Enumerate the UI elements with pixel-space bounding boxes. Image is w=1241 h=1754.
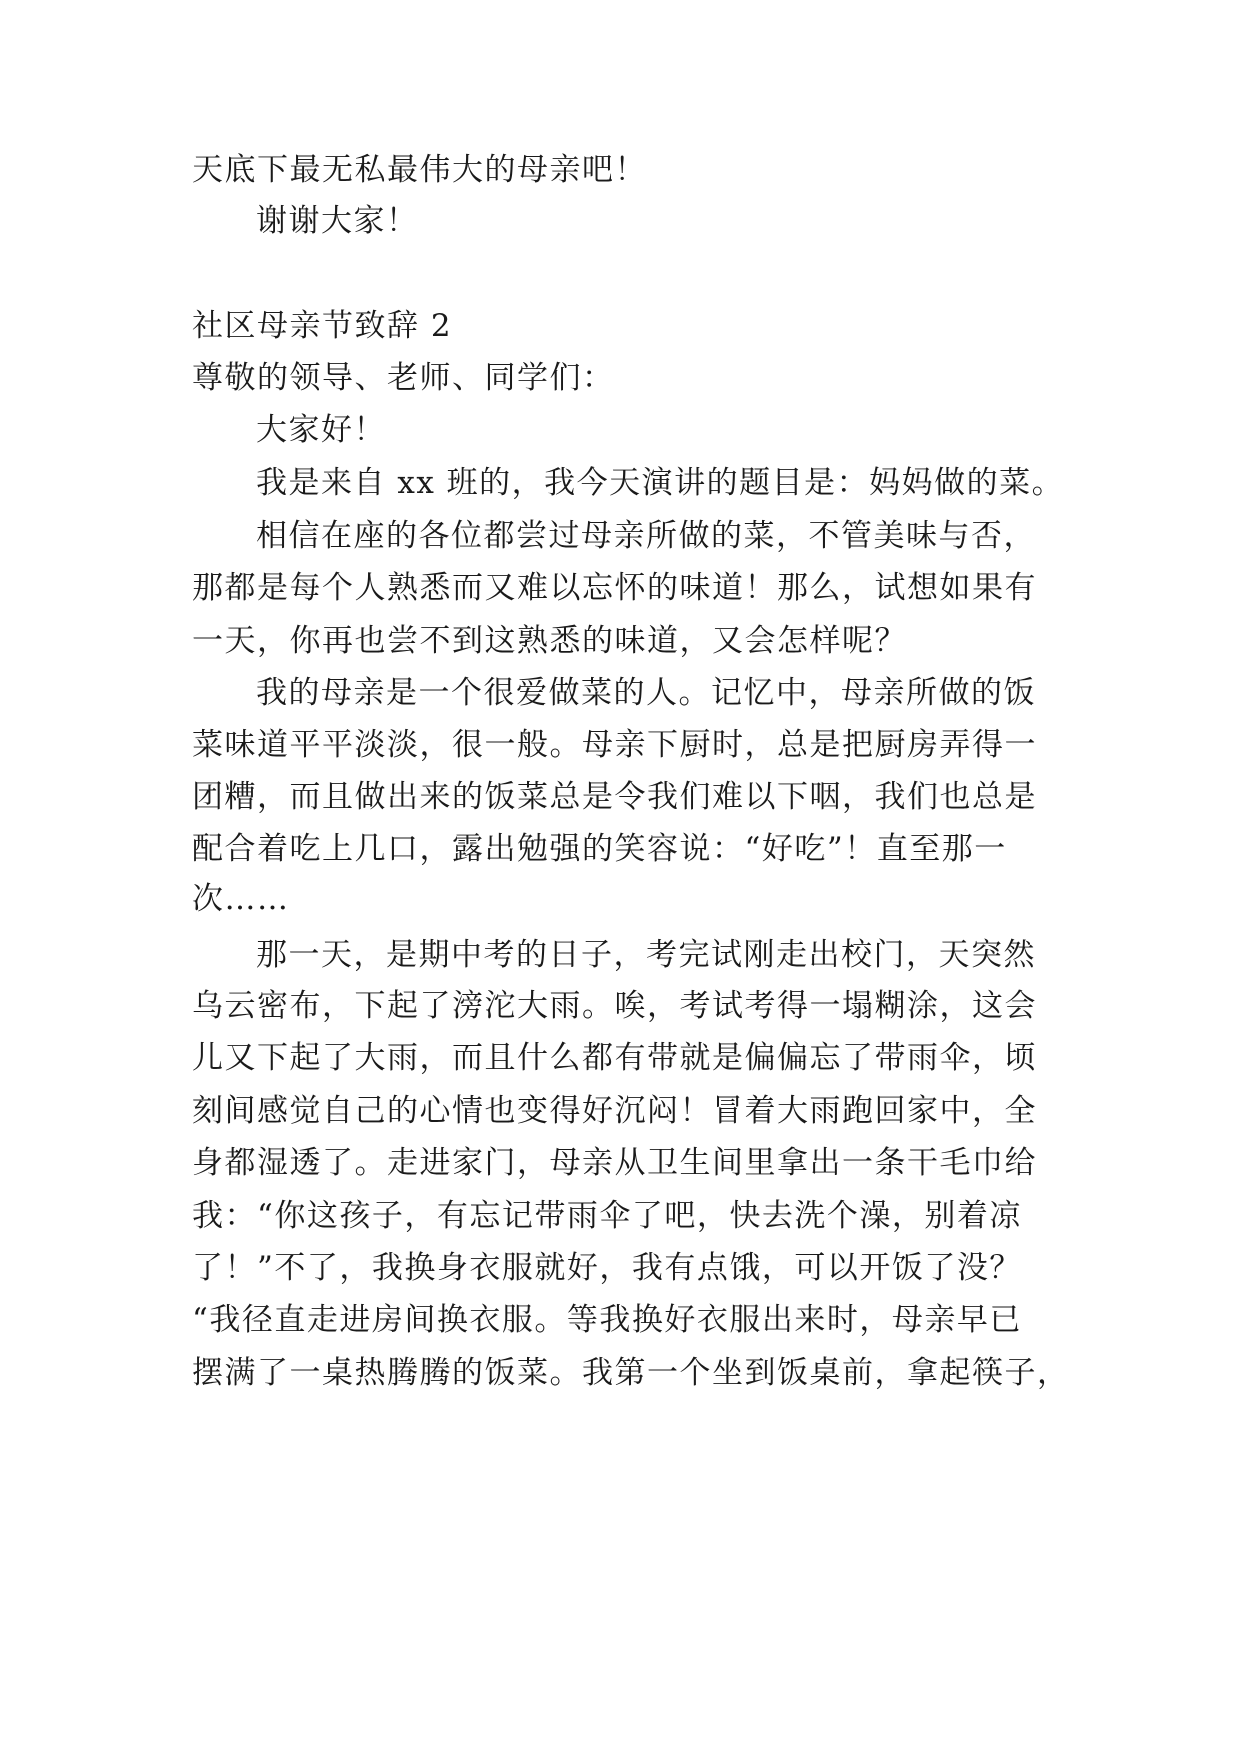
text-line: 次…… [192,881,290,917]
section-heading: 社区母亲节致辞 2 [192,308,453,344]
text-line: 儿又下起了大雨，而且什么都有带就是偏偏忘了带雨伞，顷 [192,1040,1037,1076]
text-line: 刻间感觉自己的心情也变得好沉闷！冒着大雨跑回家中，全 [192,1093,1037,1129]
text-line: “我径直走进房间换衣服。等我换好衣服出来时，母亲早已 [192,1302,1022,1338]
text-line: 身都湿透了。走进家门，母亲从卫生间里拿出一条干毛巾给 [192,1145,1037,1181]
text-line: 我：“你这孩子，有忘记带雨伞了吧，快去洗个澡，别着凉 [192,1198,1022,1234]
text-line: 那都是每个人熟悉而又难以忘怀的味道！那么，试想如果有 [192,570,1037,606]
text-line: 那一天，是期中考的日子，考完试刚走出校门，天突然 [256,937,1036,973]
text-line: 摆满了一桌热腾腾的饭菜。我第一个坐到饭桌前，拿起筷子， [192,1355,1070,1391]
text-line: 一天，你再也尝不到这熟悉的味道，又会怎样呢？ [192,623,907,659]
text-line: 配合着吃上几口，露出勉强的笑容说：“好吃”！直至那一 [192,831,1007,867]
salutation: 尊敬的领导、老师、同学们： [192,360,615,396]
text-line: 天底下最无私最伟大的母亲吧！ [192,152,647,188]
text-line: 相信在座的各位都尝过母亲所做的菜，不管美味与否， [256,518,1036,554]
text-line: 大家好！ [256,412,386,448]
text-line: 了！”不了，我换身衣服就好，我有点饿，可以开饭了没？ [192,1250,1022,1286]
text-line: 我是来自 xx 班的，我今天演讲的题目是：妈妈做的菜。 [256,465,1065,501]
text-line: 我的母亲是一个很爱做菜的人。记忆中，母亲所做的饭 [256,675,1036,711]
text-line: 菜味道平平淡淡，很一般。母亲下厨时，总是把厨房弄得一 [192,727,1037,763]
text-line: 团糟，而且做出来的饭菜总是令我们难以下咽，我们也总是 [192,779,1037,815]
text-line: 乌云密布，下起了滂沱大雨。唉，考试考得一塌糊涂，这会 [192,988,1037,1024]
text-line: 谢谢大家！ [256,203,419,239]
